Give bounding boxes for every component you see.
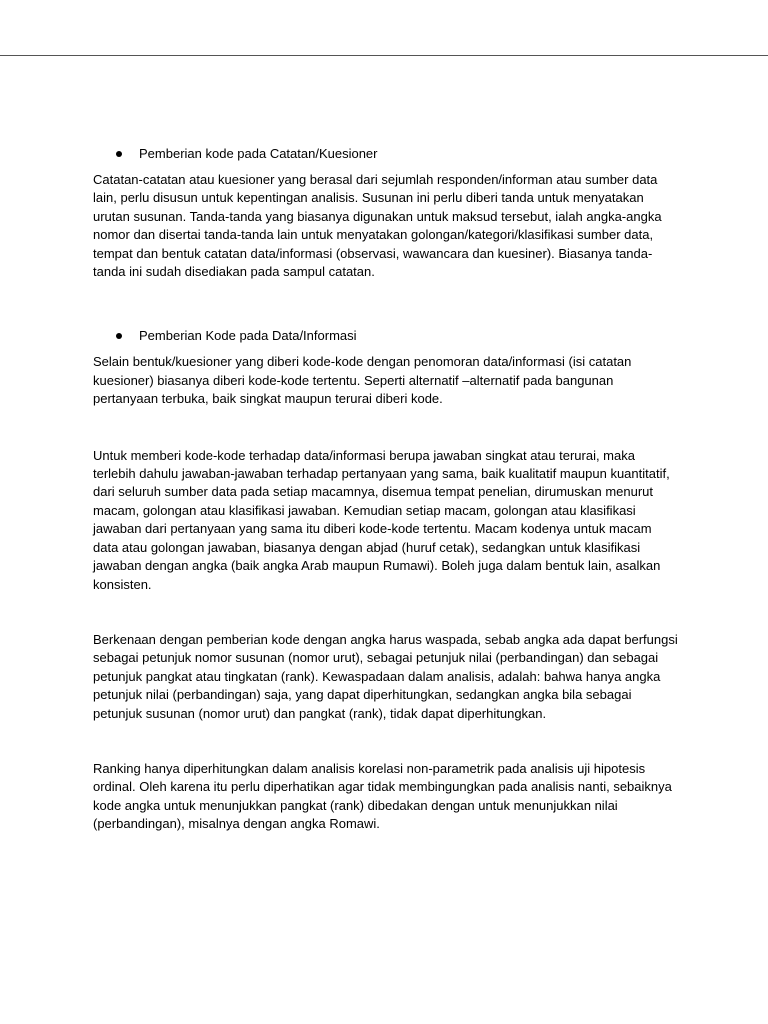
section-heading-catatan-kuesioner xyxy=(93,145,678,163)
section-heading-text: Pemberian Kode pada Data/Informasi xyxy=(139,328,357,344)
paragraph-berkenaan-angka: Berkenaan dengan pemberian kode dengan angka harus waspada, sebab angka ada dapat berfungsi sebagai petunjuk nomor susunan (nomor urut), sebagai petunjuk nilai (perbandingan) dan sebagai petunjuk pangkat atau tingkatan (rank). Kewaspadaan dalam analisis, adalah: bahwa hanya angka petunjuk nilai (perbandingan) saja, yang dapat diperhitungkan, sedangkan angka bila sebagai petunjuk susunan (nomor urut) dan pangkat (rank), tidak dapat diperhitungkan. xyxy=(93,631,678,721)
paragraph-ranking: Ranking hanya diperhitungkan dalam analisis korelasi non-parametrik pada analisis uji hipotesis ordinal. Oleh karena itu perlu diperhatikan agar tidak membingungkan pada analisis nanti, sebaiknya kode angka untuk menunjukkan pangkat (rank) dibedakan dengan untuk menunjukkan nilai (perbandingan), misalnya dengan angka Romawi. xyxy=(93,760,672,832)
page-top-rule xyxy=(0,55,768,56)
bullet-icon xyxy=(116,333,122,339)
paragraph-untuk-memberi-kode: Untuk memberi kode-kode terhadap data/informasi berupa jawaban singkat atau terurai, maka terlebih dahulu jawaban-jawaban terhadap pertanyaan yang sama, baik kualitatif maupun kuantitatif, dari seluruh sumber data pada setiap macamnya, disemua tempat penelian, dirumuskan menurut macam, golongan atau klasifikasi jawaban. Kemudian setiap macam, golongan atau klasifikasi jawaban dari pertanyaan yang sama itu diberi kode-kode tertentu. Macam kodenya untuk macam data atau golongan jawaban, biasanya dengan abjad (huruf cetak), sedangkan untuk klasifikasi jawaban dengan angka (baik angka Arab maupun Rumawi). Boleh juga dalam bentuk lain, asalkan konsisten. xyxy=(93,447,670,592)
section-heading-text: Pemberian kode pada Catatan/Kuesioner xyxy=(139,146,378,161)
paragraph-selain-bentuk: Selain bentuk/kuesioner yang diberi kode-kode dengan penomoran data/informasi (isi catatan kuesioner) biasanya diberi kode-kode tertentu. Seperti alternatif –alternatif pada bangunan pertanyaan terbuka, baik singkat maupun terurai diberi kode. xyxy=(93,354,632,407)
paragraph-catatan-kuesioner: Catatan-catatan atau kuesioner yang berasal dari sejumlah responden/informan atau sumber data lain, perlu disusun untuk kepentingan analisis. Susunan ini perlu diberi tanda untuk menyatakan urutan susunan. Tanda-tanda yang biasanya digunakan untuk maksud tersebut, ialah angka-angka nomor dan disertai tanda-tanda lain untuk menyatakan golongan/kategori/klasifikasi sumber data, tempat dan bentuk catatan data/informasi (observasi, wawancara dan kuesiner). Biasanya tanda-tanda ini sudah disediakan pada sampul catatan. xyxy=(93,172,662,280)
section-heading-data-informasi xyxy=(93,327,678,345)
bullet-icon xyxy=(116,151,122,157)
document-body xyxy=(93,145,678,834)
